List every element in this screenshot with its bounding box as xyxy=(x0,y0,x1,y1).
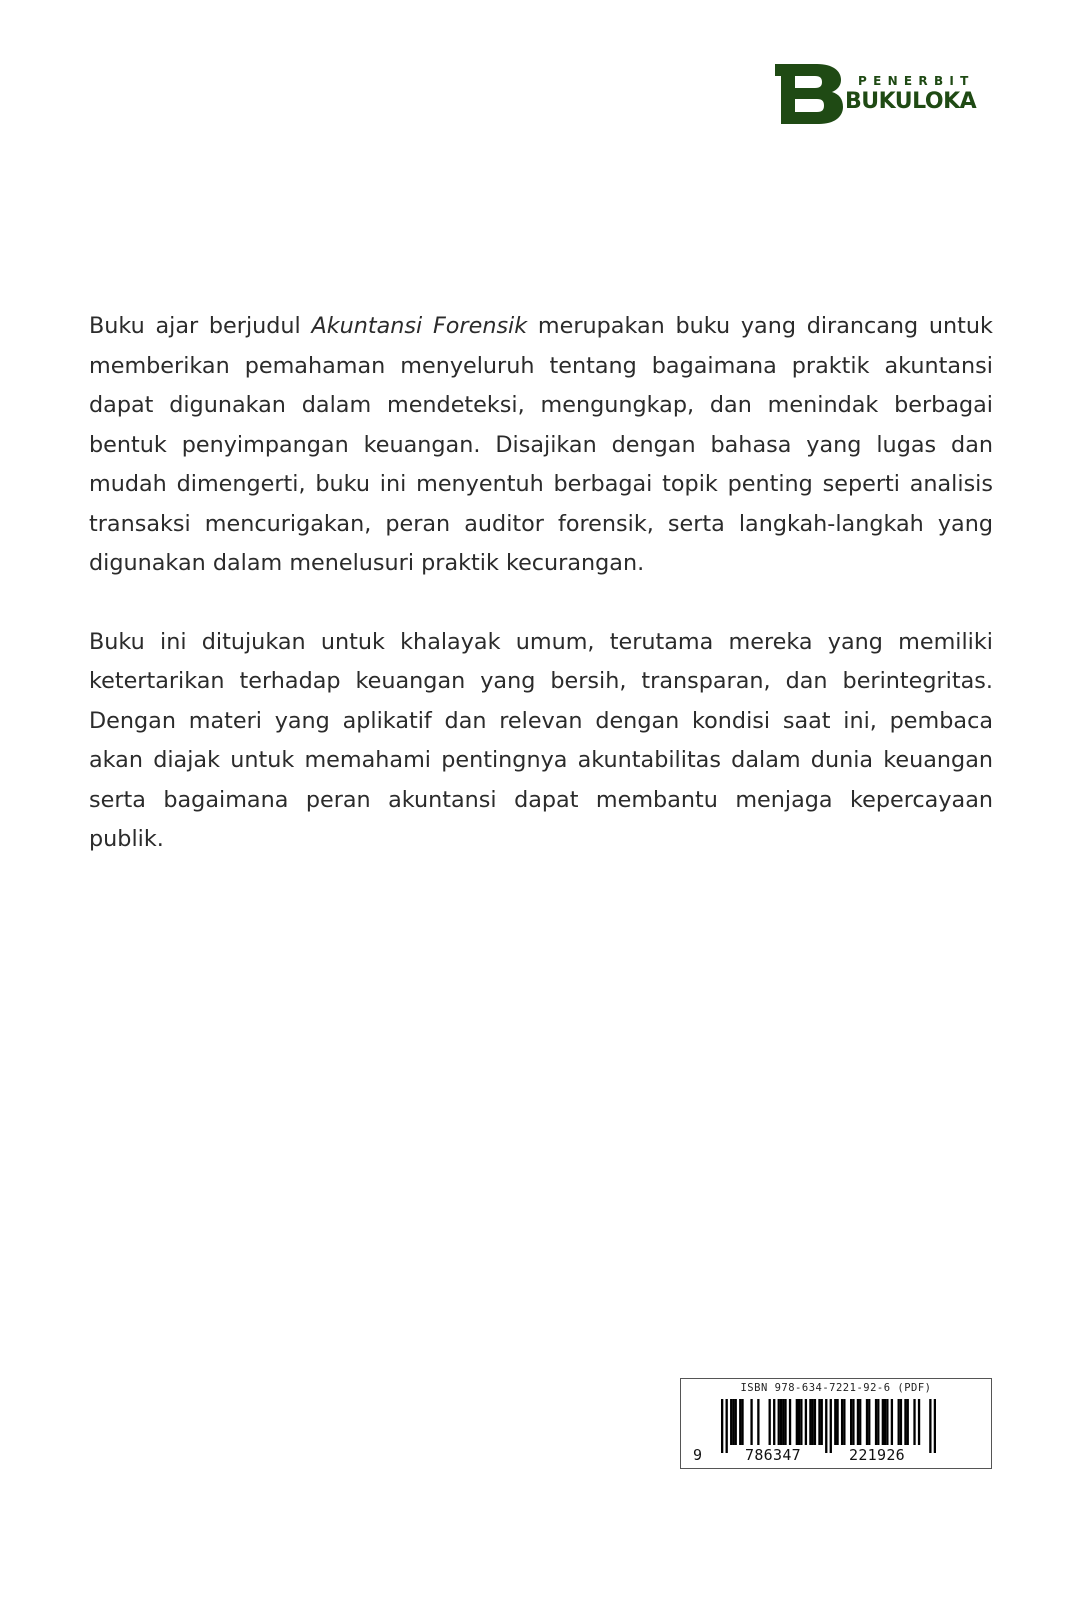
barcode-bar xyxy=(805,1399,807,1445)
barcode-bar xyxy=(769,1399,771,1445)
barcode-bar xyxy=(884,1399,886,1445)
barcode-bar xyxy=(875,1399,877,1445)
barcode-bar xyxy=(778,1399,780,1445)
barcode-bar xyxy=(868,1399,870,1445)
barcode-bar xyxy=(730,1399,732,1445)
barcode-bar xyxy=(784,1399,786,1445)
barcode-bar xyxy=(866,1399,868,1445)
barcode-bar xyxy=(843,1399,845,1445)
barcode-bar xyxy=(830,1399,832,1453)
blurb-p1-intro: Buku ajar berjudul xyxy=(89,313,312,339)
bukuloka-b-logo-icon xyxy=(775,64,845,124)
barcode-bar xyxy=(812,1399,814,1445)
barcode-bar xyxy=(773,1399,775,1445)
barcode-bar xyxy=(900,1399,902,1445)
barcode-bar xyxy=(741,1399,743,1445)
barcode-bar xyxy=(852,1399,854,1445)
barcode-bar xyxy=(886,1399,888,1445)
barcode-bar xyxy=(913,1399,915,1445)
barcode-bar xyxy=(904,1399,906,1445)
barcode-right-digits: 221926 xyxy=(849,1446,905,1464)
barcode-bar xyxy=(877,1399,879,1445)
barcode-bar xyxy=(859,1399,861,1445)
barcode-bar xyxy=(798,1399,800,1445)
barcode-bar xyxy=(726,1399,728,1453)
barcode-bar xyxy=(850,1399,852,1445)
book-title: Akuntansi Forensik xyxy=(311,313,528,339)
isbn-barcode xyxy=(680,1378,992,1469)
barcode-bar xyxy=(891,1399,893,1445)
publisher-label: PENERBIT xyxy=(858,74,975,88)
barcode-bar xyxy=(796,1399,798,1445)
barcode-bar xyxy=(825,1399,827,1453)
barcode-bars-icon xyxy=(721,1399,936,1453)
barcode-bar xyxy=(836,1399,838,1445)
barcode-bar xyxy=(834,1399,836,1445)
isbn-label: ISBN 978-634-7221-92-6 (PDF) xyxy=(740,1382,932,1394)
barcode-bar xyxy=(907,1399,909,1445)
barcode-bar xyxy=(757,1399,759,1445)
barcode-bar xyxy=(934,1399,936,1453)
barcode-bar xyxy=(800,1399,802,1445)
publisher-logo xyxy=(775,64,997,124)
barcode-bar xyxy=(898,1399,900,1445)
barcode-bar xyxy=(918,1399,920,1445)
publisher-name: BUKULOKA xyxy=(845,89,977,114)
barcode-first-digit: 9 xyxy=(693,1446,703,1464)
barcode-bar xyxy=(857,1399,859,1445)
blurb-p1-rest: merupakan buku yang dirancang untuk memberikan pemahaman menyeluruh tentang bagaimana praktik akuntansi dapat digunakan dalam mendeteksi, mengungkap, dan menindak berbagai bentuk penyimpangan keuangan. Disajikan dengan bahasa yang lugas dan mudah dimengerti, buku ini menyentuh berbagai topik penting seperti analisis transaksi mencurigakan, peran auditor forensik, serta langkah-langkah yang digunakan dalam menelusuri praktik kecurangan. xyxy=(89,313,993,576)
barcode-bar xyxy=(809,1399,811,1445)
barcode-left-digits: 786347 xyxy=(745,1446,801,1464)
barcode-bar xyxy=(814,1399,816,1445)
barcode-bar xyxy=(841,1399,843,1445)
barcode-bar xyxy=(735,1399,737,1445)
barcode-bar xyxy=(818,1399,820,1445)
book-blurb xyxy=(89,307,993,899)
barcode-bar xyxy=(721,1399,723,1453)
blurb-paragraph-1 xyxy=(89,307,993,584)
barcode-bar xyxy=(782,1399,784,1445)
blurb-paragraph-2: Buku ini ditujukan untuk khalayak umum, terutama mereka yang memiliki ketertarikan terhadap keuangan yang bersih, transparan, dan berintegritas. Dengan materi yang aplikatif dan relevan dengan kondisi saat ini, pembaca akan diajak untuk memahami pentingnya akuntabilitas dalam dunia keuangan serta bagaimana peran akuntansi dapat membantu menjaga kepercayaan publik. xyxy=(89,628,993,852)
barcode-bar xyxy=(739,1399,741,1445)
barcode-bar xyxy=(821,1399,823,1445)
barcode-bar xyxy=(750,1399,752,1445)
barcode-bar xyxy=(789,1399,791,1445)
barcode-bar xyxy=(732,1399,734,1445)
barcode-bar xyxy=(929,1399,931,1453)
barcode-bar xyxy=(882,1399,884,1445)
barcode-bar xyxy=(780,1399,782,1445)
